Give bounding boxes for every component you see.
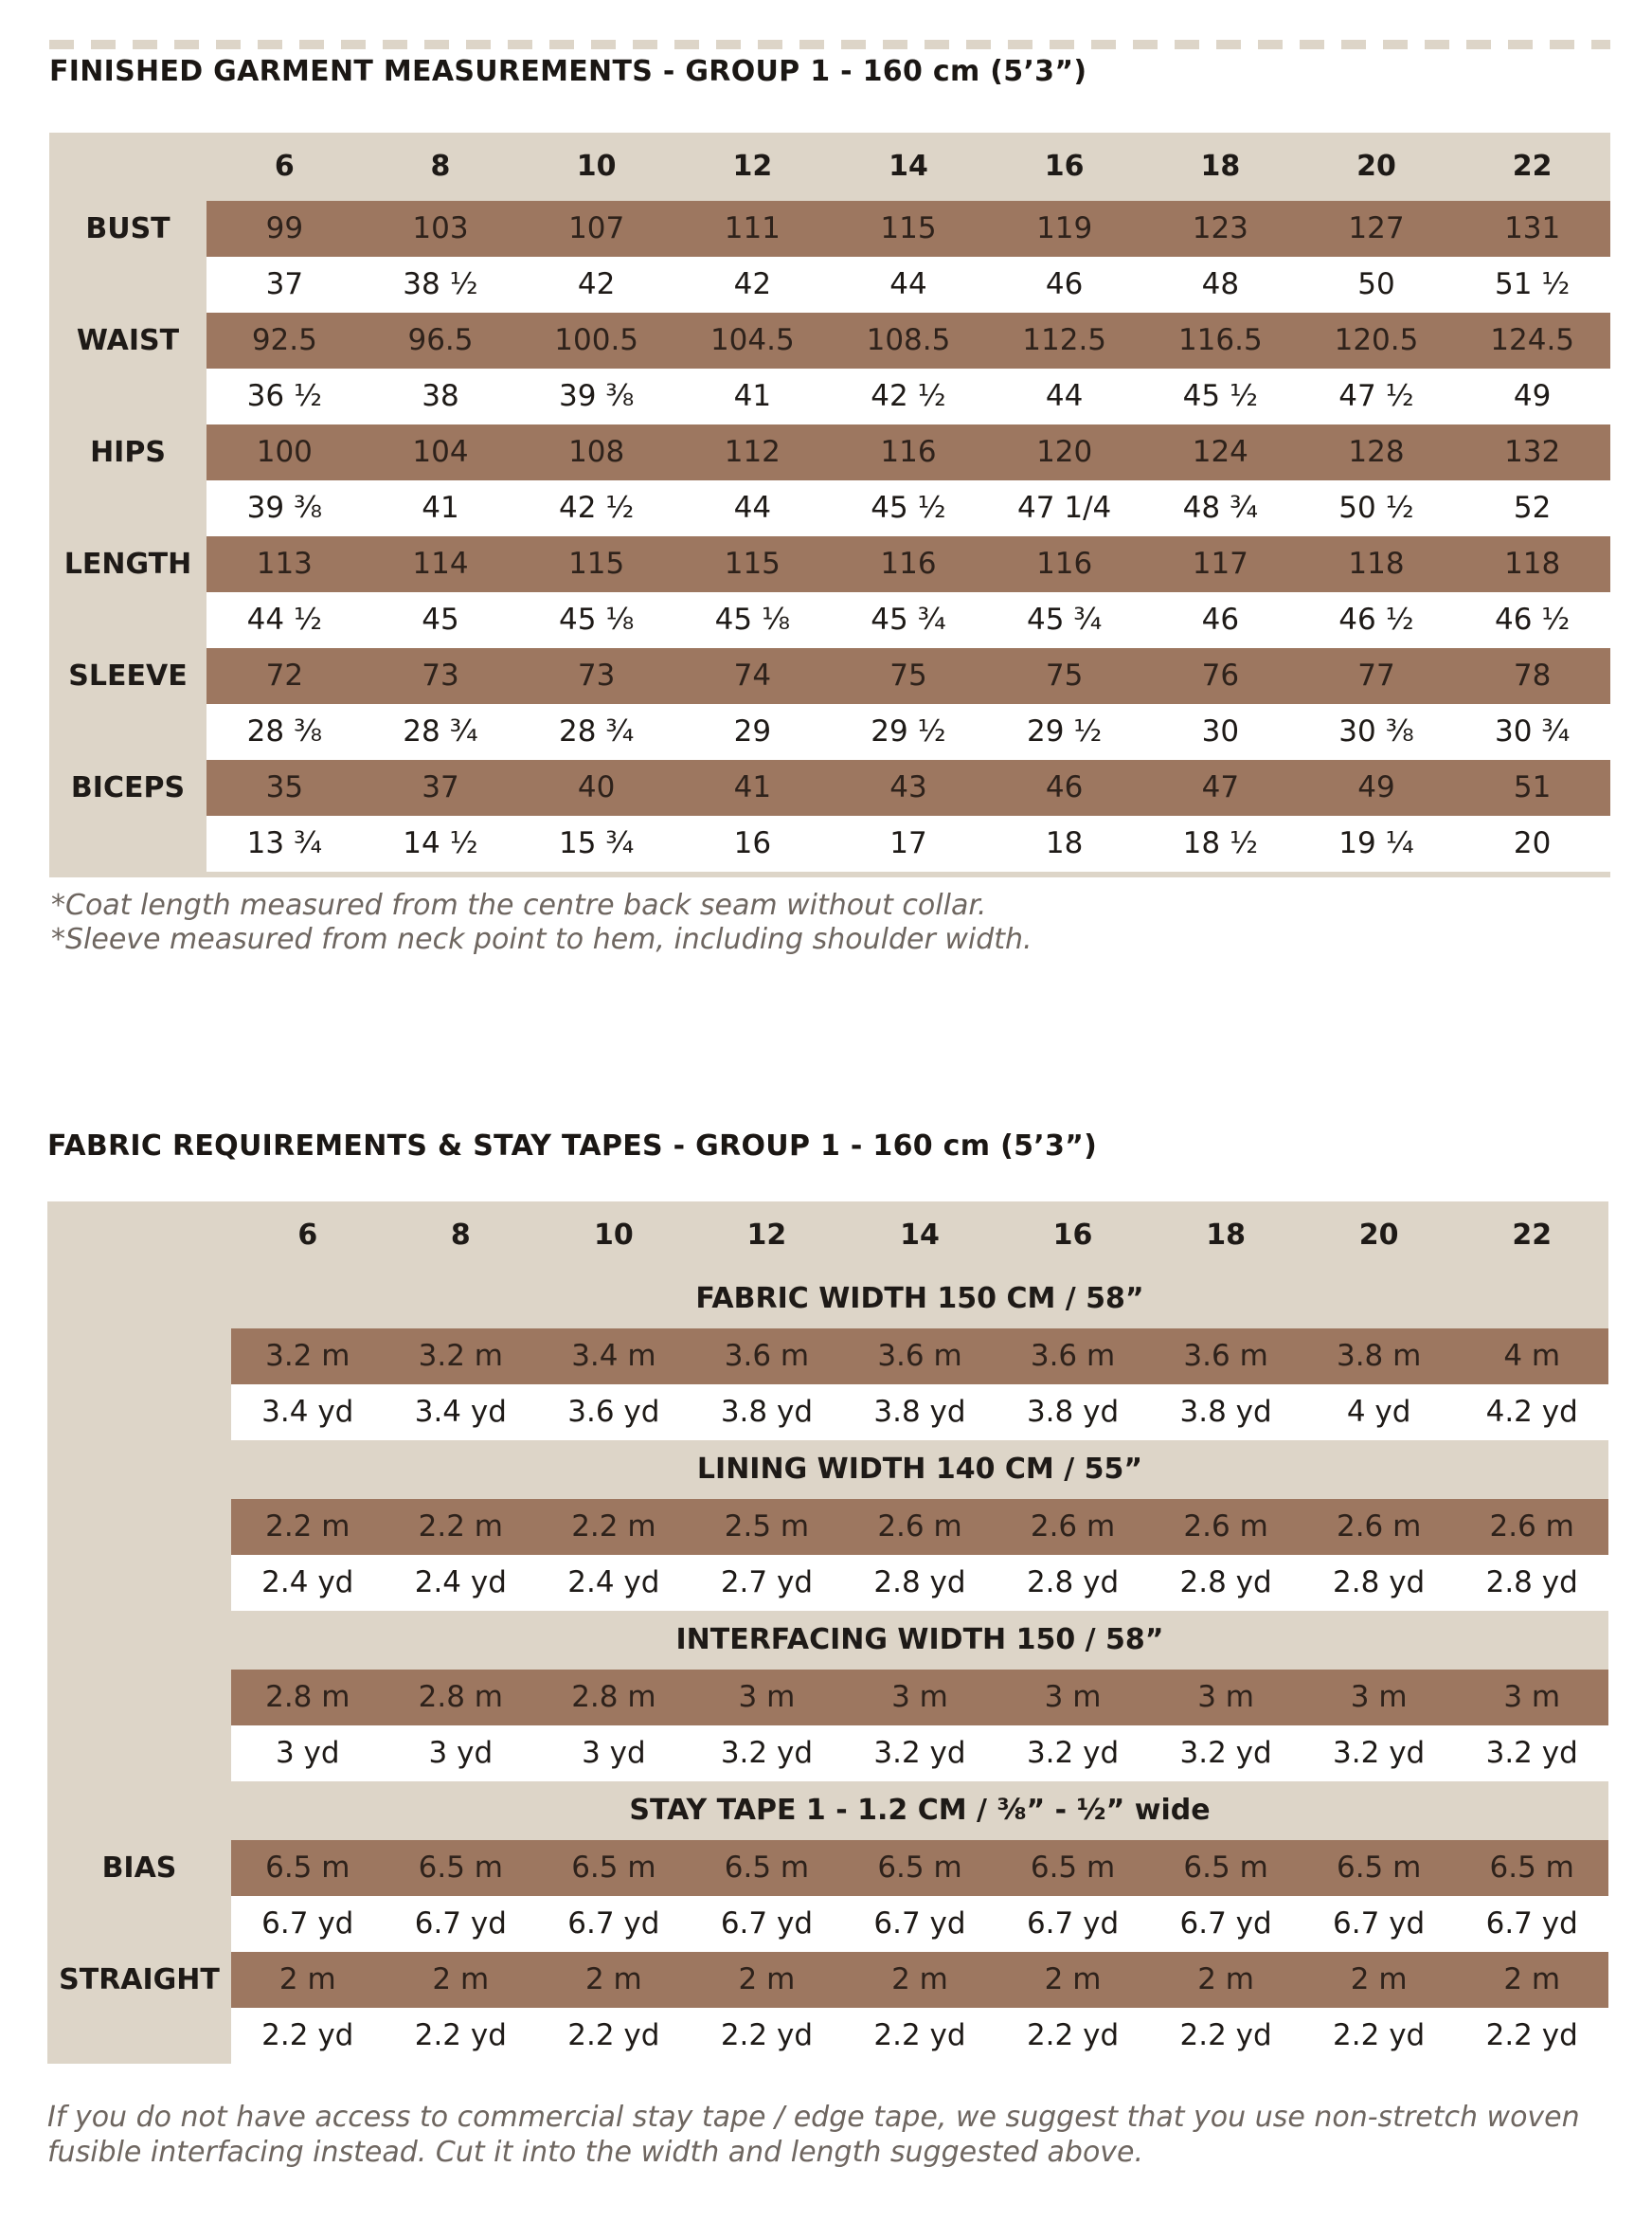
- cell-metric: 6.5 m: [724, 1851, 810, 1885]
- note-line: *Sleeve measured from neck point to hem, including shoulder width.: [51, 923, 1032, 956]
- size-header-18: 18: [1200, 150, 1241, 183]
- cell-imperial: 2.8 yd: [873, 1565, 966, 1599]
- cell-imperial: 2.4 yd: [261, 1565, 354, 1599]
- cell-metric: 2.2 m: [571, 1509, 656, 1544]
- cell-cm: 116: [880, 547, 937, 581]
- cell-in: 39 ⅜: [558, 379, 635, 413]
- garment-measurements-table: [49, 133, 1610, 877]
- cell-imperial: 2.2 yd: [873, 2018, 966, 2052]
- row-straight-imperial: [231, 2008, 1608, 2064]
- cell-metric: 3 m: [1503, 1680, 1561, 1714]
- cell-metric: 3.6 m: [877, 1339, 962, 1373]
- cell-imperial: 2.8 yd: [1179, 1565, 1272, 1599]
- cell-cm: 124.5: [1490, 323, 1575, 357]
- cell-cm: 92.5: [251, 323, 317, 357]
- cell-metric: 6.5 m: [265, 1851, 350, 1885]
- cell-imperial: 2.2 yd: [1333, 2018, 1426, 2052]
- cell-cm: 37: [422, 770, 459, 804]
- cell-cm: 40: [577, 770, 616, 804]
- row-hips-cm: [206, 424, 1610, 480]
- cell-imperial: 4.2 yd: [1485, 1395, 1578, 1429]
- cell-in: 46: [1045, 267, 1084, 301]
- note-line: *Coat length measured from the centre back seam without collar.: [51, 889, 987, 922]
- cell-cm: 118: [1348, 547, 1405, 581]
- cell-imperial: 6.7 yd: [1333, 1906, 1426, 1941]
- cell-imperial: 3 yd: [428, 1736, 494, 1770]
- row-section-1-imperial: [231, 1555, 1608, 1611]
- cell-cm: 119: [1036, 211, 1093, 245]
- cell-imperial: 2.2 yd: [414, 2018, 507, 2052]
- cell-metric: 2 m: [432, 1962, 490, 1996]
- size-header-16: 16: [1044, 150, 1085, 183]
- cell-metric: 2.8 m: [265, 1680, 350, 1714]
- cell-imperial: 6.7 yd: [873, 1906, 966, 1941]
- cell-cm: 112: [724, 435, 781, 469]
- cell-in: 41: [422, 491, 459, 525]
- cell-metric: 2 m: [584, 1962, 642, 1996]
- row-bias-imperial: [231, 1896, 1608, 1952]
- row-label-straight: STRAIGHT: [59, 1963, 220, 1996]
- cell-metric: 6.5 m: [571, 1851, 656, 1885]
- cell-cm: 75: [889, 659, 927, 693]
- cell-cm: 132: [1504, 435, 1561, 469]
- cell-in: 30 ⅜: [1338, 714, 1414, 749]
- cell-in: 42: [733, 267, 772, 301]
- cell-cm: 118: [1504, 547, 1561, 581]
- size-header-18: 18: [1206, 1219, 1246, 1252]
- row-waist-cm: [206, 313, 1610, 369]
- cell-in: 19 ¼: [1338, 826, 1414, 860]
- cell-in: 28 ¾: [403, 714, 478, 749]
- cell-imperial: 3.8 yd: [873, 1395, 966, 1429]
- cell-cm: 115: [568, 547, 625, 581]
- cell-metric: 4 m: [1503, 1339, 1561, 1373]
- cell-metric: 3 m: [1044, 1680, 1102, 1714]
- cell-in: 49: [1513, 379, 1552, 413]
- cell-cm: 47: [1201, 770, 1240, 804]
- cell-metric: 2.8 m: [571, 1680, 656, 1714]
- cell-cm: 96.5: [407, 323, 474, 357]
- cell-metric: 2.2 m: [265, 1509, 350, 1544]
- cell-cm: 127: [1348, 211, 1405, 245]
- cell-in: 42 ½: [558, 491, 635, 525]
- note-line: fusible interfacing instead. Cut it into the width and length suggested above.: [47, 2136, 1144, 2169]
- row-section-0-metric: [231, 1328, 1608, 1384]
- row-label-sleeve: SLEEVE: [68, 659, 188, 693]
- cell-imperial: 3.6 yd: [567, 1395, 660, 1429]
- size-header-10: 10: [576, 150, 617, 183]
- cell-in: 45 ½: [1182, 379, 1258, 413]
- cell-in: 45 ¾: [871, 603, 946, 637]
- cell-cm: 104.5: [709, 323, 795, 357]
- cell-imperial: 2.2 yd: [1026, 2018, 1120, 2052]
- cell-in: 38: [422, 379, 459, 413]
- row-length-cm: [206, 536, 1610, 592]
- cell-imperial: 2.8 yd: [1026, 1565, 1120, 1599]
- cell-imperial: 2.2 yd: [567, 2018, 660, 2052]
- cell-imperial: 2.2 yd: [1179, 2018, 1272, 2052]
- row-label-biceps: BICEPS: [70, 771, 186, 804]
- cell-cm: 108: [568, 435, 625, 469]
- cell-in: 29 ½: [871, 714, 946, 749]
- cell-imperial: 6.7 yd: [414, 1906, 507, 1941]
- cell-imperial: 2.8 yd: [1485, 1565, 1578, 1599]
- cell-metric: 3 m: [1197, 1680, 1254, 1714]
- cell-cm: 100: [256, 435, 313, 469]
- cell-cm: 124: [1192, 435, 1248, 469]
- row-label-waist: WAIST: [76, 324, 180, 357]
- cell-cm: 49: [1357, 770, 1395, 804]
- row-hips-in: [206, 480, 1610, 536]
- cell-cm: 131: [1504, 211, 1561, 245]
- row-biceps-cm: [206, 760, 1610, 816]
- cell-in: 37: [265, 267, 304, 301]
- row-length-in: [206, 592, 1610, 648]
- cell-metric: 6.5 m: [1489, 1851, 1574, 1885]
- cell-cm: 107: [568, 211, 625, 245]
- cell-metric: 2.2 m: [418, 1509, 503, 1544]
- cell-imperial: 3.2 yd: [873, 1736, 966, 1770]
- size-header-12: 12: [746, 1219, 787, 1252]
- cell-cm: 104: [412, 435, 469, 469]
- cell-cm: 35: [265, 770, 304, 804]
- cell-imperial: 2.2 yd: [261, 2018, 354, 2052]
- row-straight-metric: [231, 1952, 1608, 2008]
- cell-cm: 115: [880, 211, 937, 245]
- cell-metric: 6.5 m: [877, 1851, 962, 1885]
- cell-imperial: 3 yd: [582, 1736, 646, 1770]
- cell-cm: 120.5: [1334, 323, 1419, 357]
- fabric-requirements-title: FABRIC REQUIREMENTS & STAY TAPES - GROUP 1 - 160 cm (5’3”): [47, 1129, 1098, 1163]
- cell-imperial: 2.2 yd: [720, 2018, 814, 2052]
- cell-in: 14 ½: [403, 826, 478, 860]
- cell-metric: 2 m: [1350, 1962, 1408, 1996]
- cell-imperial: 3.2 yd: [1026, 1736, 1120, 1770]
- cell-in: 36 ½: [246, 379, 322, 413]
- cell-in: 28 ⅜: [246, 714, 322, 749]
- cell-metric: 3.2 m: [418, 1339, 503, 1373]
- cell-imperial: 2.4 yd: [414, 1565, 507, 1599]
- cell-in: 13 ¾: [246, 826, 322, 860]
- cell-cm: 114: [412, 547, 469, 581]
- fabric-requirements-table: [47, 1201, 1608, 2064]
- cell-metric: 3.8 m: [1336, 1339, 1422, 1373]
- row-bias-metric: [231, 1840, 1608, 1896]
- row-bust-in: [206, 257, 1610, 313]
- cell-cm: 128: [1348, 435, 1405, 469]
- cell-imperial: 3 yd: [275, 1736, 340, 1770]
- cell-in: 18: [1045, 826, 1084, 860]
- cell-cm: 51: [1513, 770, 1552, 804]
- cell-imperial: 3.8 yd: [1026, 1395, 1120, 1429]
- cell-in: 41: [733, 379, 772, 413]
- cell-in: 44: [1045, 379, 1084, 413]
- cell-in: 44: [733, 491, 772, 525]
- section-title: FABRIC WIDTH 150 CM / 58”: [695, 1282, 1144, 1315]
- cell-metric: 2.6 m: [1030, 1509, 1116, 1544]
- cell-in: 46: [1201, 603, 1240, 637]
- cell-cm: 99: [265, 211, 304, 245]
- cell-cm: 76: [1201, 659, 1240, 693]
- cell-in: 17: [889, 826, 927, 860]
- cell-in: 16: [733, 826, 772, 860]
- cell-cm: 117: [1192, 547, 1248, 581]
- size-header-12: 12: [732, 150, 773, 183]
- cell-in: 45 ⅛: [714, 603, 790, 637]
- cell-metric: 2.6 m: [1336, 1509, 1422, 1544]
- cell-in: 46 ½: [1338, 603, 1414, 637]
- section-title: LINING WIDTH 140 CM / 55”: [696, 1453, 1143, 1486]
- size-header-6: 6: [297, 1219, 318, 1252]
- cell-imperial: 2.7 yd: [720, 1565, 814, 1599]
- cell-in: 47 ½: [1338, 379, 1414, 413]
- size-header-22: 22: [1512, 1219, 1553, 1252]
- cell-in: 30: [1201, 714, 1240, 749]
- cell-cm: 73: [422, 659, 459, 693]
- size-header-14: 14: [900, 1219, 940, 1252]
- cell-metric: 2 m: [738, 1962, 796, 1996]
- cell-in: 28 ¾: [558, 714, 635, 749]
- size-header-20: 20: [1358, 1219, 1399, 1252]
- cell-metric: 2 m: [1503, 1962, 1561, 1996]
- cell-metric: 2.6 m: [1183, 1509, 1268, 1544]
- cell-metric: 2 m: [891, 1962, 948, 1996]
- cell-metric: 6.5 m: [418, 1851, 503, 1885]
- cell-cm: 108.5: [866, 323, 951, 357]
- cell-cm: 103: [412, 211, 469, 245]
- cell-metric: 3.2 m: [265, 1339, 350, 1373]
- row-label-length: LENGTH: [63, 548, 192, 581]
- cell-metric: 3.6 m: [724, 1339, 810, 1373]
- row-section-2-metric: [231, 1670, 1608, 1725]
- cell-metric: 3.6 m: [1030, 1339, 1116, 1373]
- cell-imperial: 6.7 yd: [720, 1906, 814, 1941]
- cell-cm: 112.5: [1022, 323, 1107, 357]
- section-title: STAY TAPE 1 - 1.2 CM / ⅜” - ½” wide: [629, 1794, 1211, 1827]
- cell-cm: 46: [1045, 770, 1084, 804]
- row-section-1-metric: [231, 1499, 1608, 1555]
- cell-metric: 3 m: [1350, 1680, 1408, 1714]
- cell-cm: 77: [1357, 659, 1395, 693]
- cell-metric: 6.5 m: [1030, 1851, 1116, 1885]
- cell-imperial: 3.8 yd: [1179, 1395, 1272, 1429]
- cell-in: 51 ½: [1494, 267, 1571, 301]
- cell-in: 42 ½: [871, 379, 946, 413]
- cell-cm: 75: [1045, 659, 1084, 693]
- cell-in: 29 ½: [1026, 714, 1103, 749]
- cell-in: 50: [1357, 267, 1395, 301]
- cell-imperial: 6.7 yd: [1485, 1906, 1578, 1941]
- top-dashed-divider: [49, 40, 1610, 49]
- size-header-8: 8: [450, 1219, 471, 1252]
- row-section-0-imperial: [231, 1384, 1608, 1440]
- cell-in: 52: [1513, 491, 1552, 525]
- cell-cm: 43: [889, 770, 927, 804]
- row-label-bust: BUST: [85, 212, 171, 245]
- section-title: INTERFACING WIDTH 150 / 58”: [675, 1623, 1164, 1656]
- cell-metric: 3 m: [738, 1680, 796, 1714]
- row-waist-in: [206, 369, 1610, 424]
- cell-cm: 123: [1192, 211, 1248, 245]
- cell-cm: 73: [577, 659, 616, 693]
- size-header-20: 20: [1356, 150, 1396, 183]
- cell-in: 47 1/4: [1017, 491, 1112, 525]
- cell-metric: 2 m: [1044, 1962, 1102, 1996]
- cell-in: 48: [1201, 267, 1240, 301]
- cell-cm: 78: [1513, 659, 1552, 693]
- cell-cm: 74: [733, 659, 772, 693]
- cell-imperial: 3.2 yd: [1179, 1736, 1272, 1770]
- cell-imperial: 6.7 yd: [567, 1906, 660, 1941]
- size-header-22: 22: [1512, 150, 1553, 183]
- cell-imperial: 2.4 yd: [567, 1565, 660, 1599]
- row-label-hips: HIPS: [90, 436, 166, 469]
- note-line: If you do not have access to commercial stay tape / edge tape, we suggest that you use non-stretch woven: [47, 2101, 1580, 2134]
- cell-in: 45 ½: [871, 491, 946, 525]
- cell-imperial: 2.2 yd: [1485, 2018, 1578, 2052]
- size-header-16: 16: [1052, 1219, 1093, 1252]
- cell-cm: 116: [880, 435, 937, 469]
- cell-metric: 2.6 m: [877, 1509, 962, 1544]
- cell-imperial: 3.2 yd: [720, 1736, 814, 1770]
- cell-in: 45: [422, 603, 459, 637]
- cell-metric: 3 m: [891, 1680, 948, 1714]
- cell-imperial: 3.4 yd: [261, 1395, 354, 1429]
- cell-metric: 3.6 m: [1183, 1339, 1268, 1373]
- cell-in: 45 ⅛: [558, 603, 635, 637]
- cell-cm: 72: [265, 659, 304, 693]
- cell-imperial: 3.4 yd: [414, 1395, 507, 1429]
- cell-in: 45 ¾: [1026, 603, 1103, 637]
- cell-cm: 116: [1036, 547, 1093, 581]
- cell-imperial: 6.7 yd: [261, 1906, 354, 1941]
- cell-imperial: 4 yd: [1346, 1395, 1411, 1429]
- cell-in: 44 ½: [246, 603, 322, 637]
- cell-metric: 2.6 m: [1489, 1509, 1574, 1544]
- cell-in: 38 ½: [403, 267, 478, 301]
- row-section-2-imperial: [231, 1725, 1608, 1781]
- cell-imperial: 3.2 yd: [1333, 1736, 1426, 1770]
- cell-in: 46 ½: [1494, 603, 1571, 637]
- row-sleeve-in: [206, 704, 1610, 760]
- cell-in: 50 ½: [1338, 491, 1414, 525]
- cell-cm: 115: [724, 547, 781, 581]
- cell-cm: 100.5: [554, 323, 639, 357]
- cell-in: 39 ⅜: [246, 491, 322, 525]
- size-header-6: 6: [274, 150, 295, 183]
- cell-imperial: 3.8 yd: [720, 1395, 814, 1429]
- cell-metric: 3.4 m: [571, 1339, 656, 1373]
- garment-measurements-title: FINISHED GARMENT MEASUREMENTS - GROUP 1 - 160 cm (5’3”): [49, 55, 1087, 88]
- size-header-14: 14: [889, 150, 928, 183]
- cell-imperial: 2.8 yd: [1333, 1565, 1426, 1599]
- cell-in: 42: [577, 267, 616, 301]
- cell-metric: 2 m: [278, 1962, 336, 1996]
- cell-cm: 111: [724, 211, 781, 245]
- cell-in: 29: [733, 714, 772, 749]
- cell-cm: 113: [256, 547, 313, 581]
- cell-imperial: 3.2 yd: [1485, 1736, 1578, 1770]
- row-label-bias: BIAS: [101, 1851, 177, 1885]
- cell-metric: 6.5 m: [1336, 1851, 1422, 1885]
- cell-cm: 116.5: [1177, 323, 1263, 357]
- size-header-10: 10: [594, 1219, 634, 1252]
- cell-in: 30 ¾: [1494, 714, 1571, 749]
- row-biceps-in: [206, 816, 1610, 872]
- cell-metric: 2 m: [1197, 1962, 1254, 1996]
- cell-in: 15 ¾: [558, 826, 635, 860]
- cell-in: 44: [889, 267, 927, 301]
- cell-in: 48 ¾: [1182, 491, 1258, 525]
- size-header-8: 8: [430, 150, 451, 183]
- row-sleeve-cm: [206, 648, 1610, 704]
- cell-imperial: 6.7 yd: [1179, 1906, 1272, 1941]
- cell-metric: 2.5 m: [724, 1509, 810, 1544]
- row-bust-cm: [206, 201, 1610, 257]
- cell-metric: 6.5 m: [1183, 1851, 1268, 1885]
- cell-cm: 120: [1036, 435, 1093, 469]
- cell-cm: 41: [733, 770, 772, 804]
- cell-metric: 2.8 m: [418, 1680, 503, 1714]
- cell-in: 20: [1513, 826, 1552, 860]
- cell-imperial: 6.7 yd: [1026, 1906, 1120, 1941]
- cell-in: 18 ½: [1182, 826, 1258, 860]
